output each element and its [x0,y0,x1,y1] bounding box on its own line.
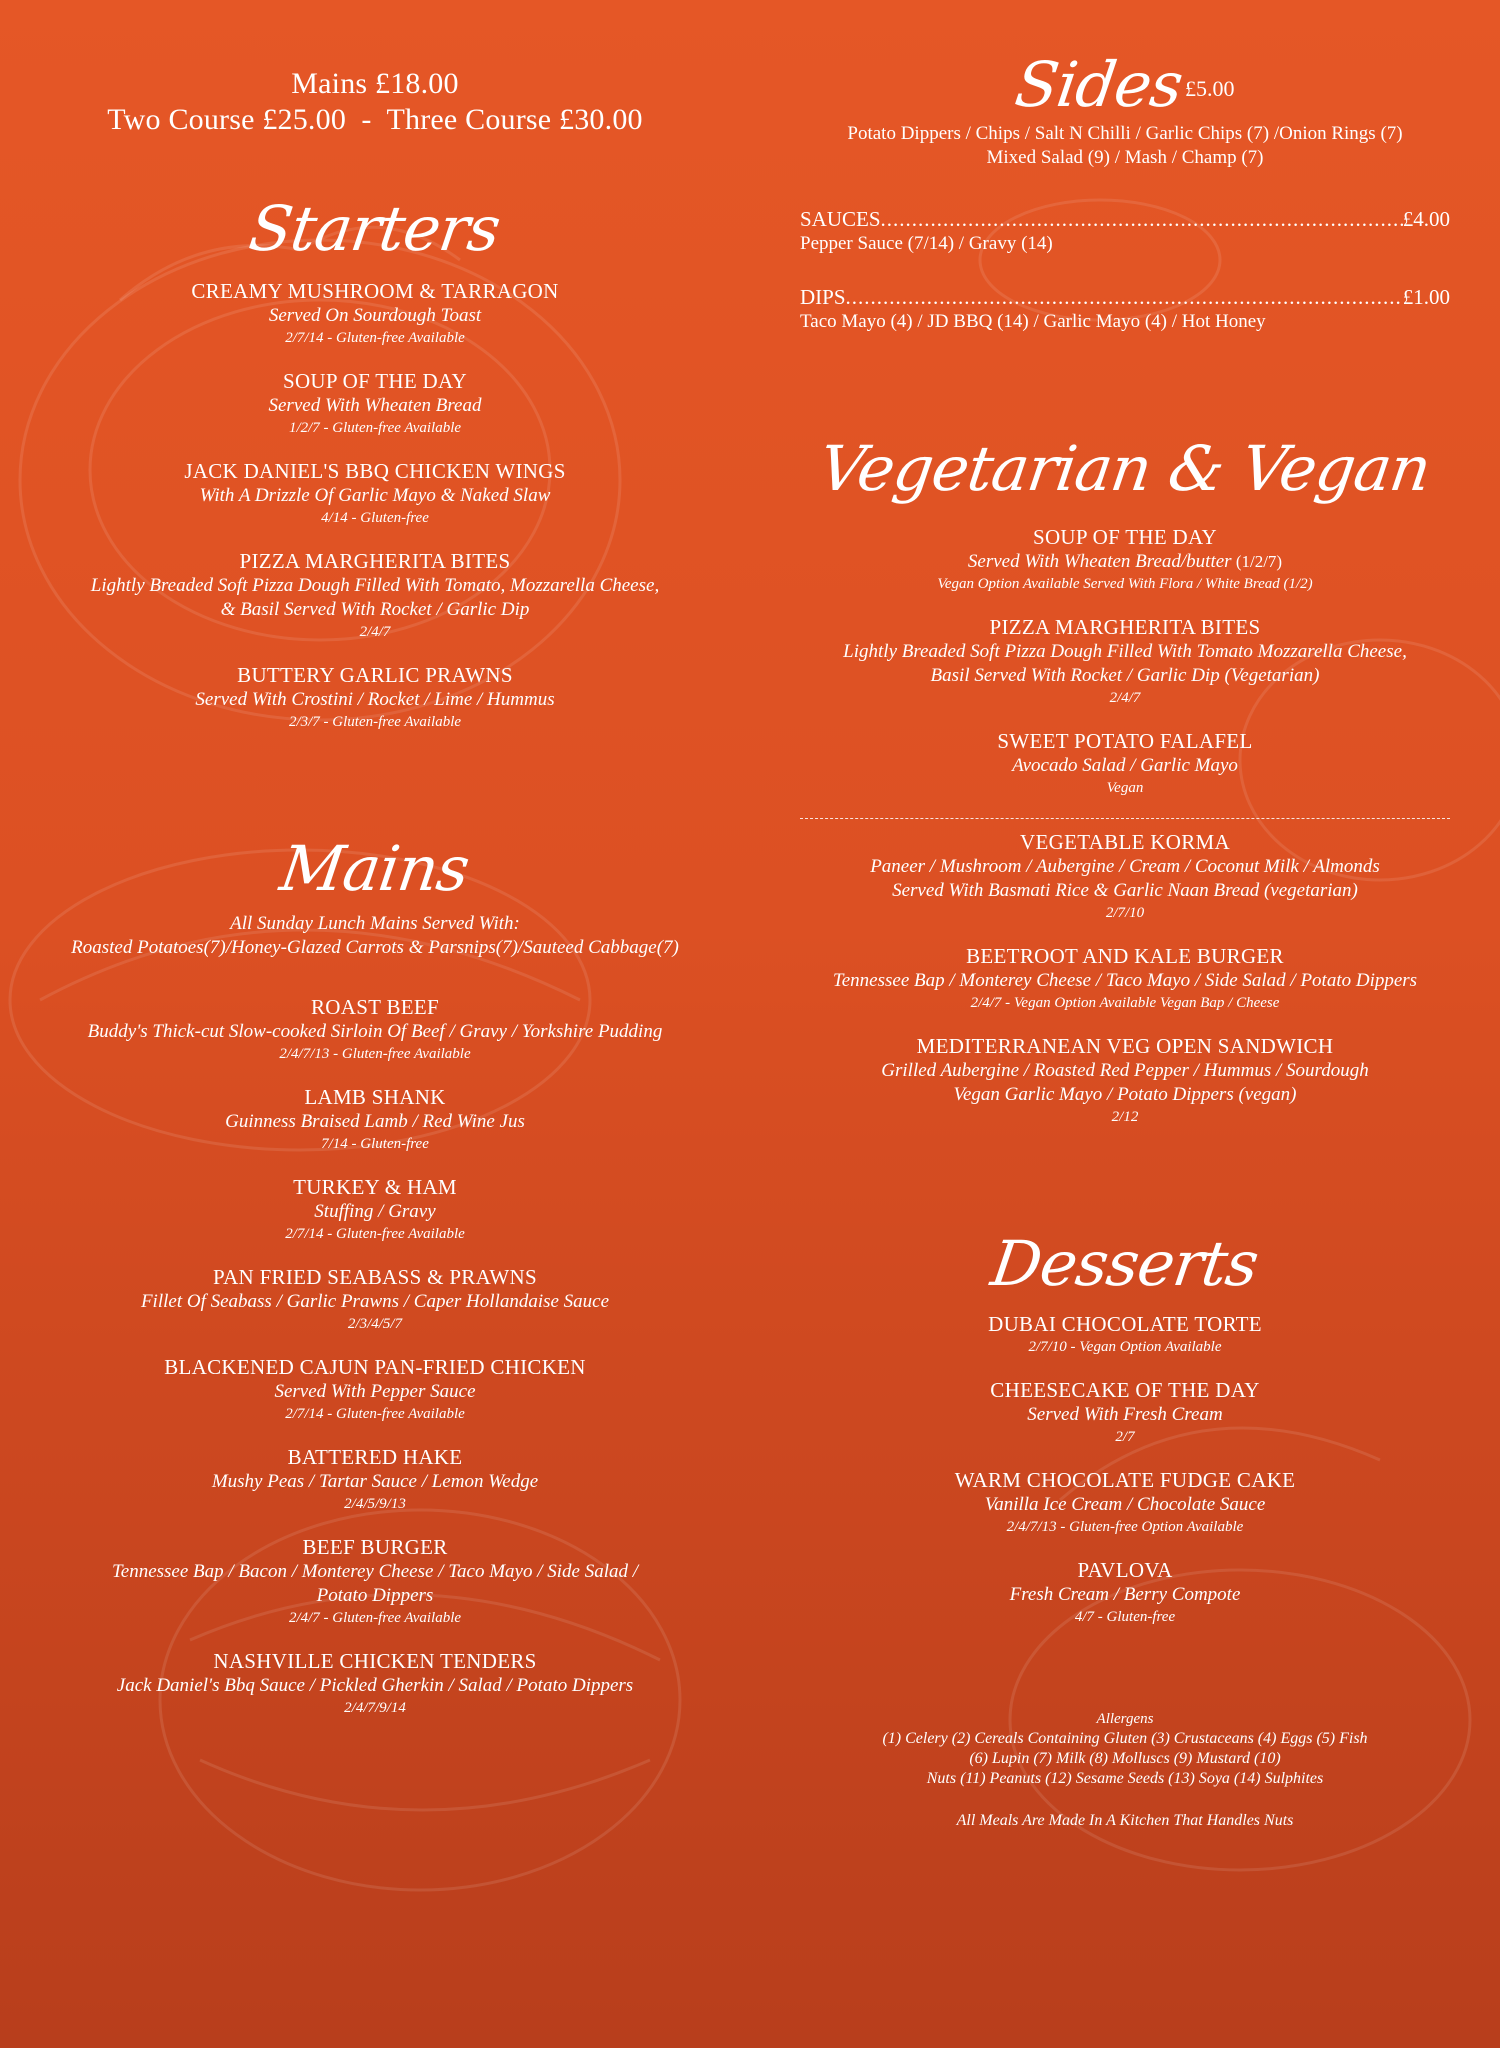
starter-item-allergens: 2/3/7 - Gluten-free Available [288,714,462,730]
allergen-key [800,1709,1450,1831]
mains-item [30,1174,720,1244]
starter-item-name: CREAMY MUSHROOM & TARRAGON [191,279,559,303]
veg-item-desc [800,754,1450,778]
mains-item-name: NASHVILLE CHICKEN TENDERS [213,1649,537,1673]
veg-item-name: SWEET POTATO FALAFEL [997,729,1253,753]
veg-item-desc [800,1059,1450,1083]
veg-item-desc-main: Avocado Salad / Garlic Mayo [1012,755,1238,776]
starter-item-name: BUTTERY GARLIC PRAWNS [237,663,513,687]
veg-item-desc-note: (1/2/7) [1231,552,1283,571]
veg-item [800,1033,1450,1127]
veg-item-allergens: 2/4/7 - Vegan Option Available Vegan Bap / Cheese [970,995,1280,1011]
starter-item-allergens: 2/7/14 - Gluten-free Available [285,330,465,346]
dessert-item-name: CHEESECAKE OF THE DAY [990,1378,1260,1402]
veg-item-allergens: 2/4/7 [1109,690,1141,706]
mains-item-allergens: 2/7/14 - Gluten-free Available [285,1226,465,1242]
veg-item-desc [800,640,1450,664]
veg-item-desc-2-main: Served With Basmati Rice & Garlic Naan Bread (vegetarian) [892,880,1358,901]
mains-title-wrap [30,832,720,906]
sauces-block [800,206,1450,334]
dessert-item-desc: Served With Fresh Cream [1027,1404,1223,1425]
starter-item-desc: Served With Wheaten Bread [268,395,482,416]
mains-item [30,1354,720,1424]
sauces-label: SAUCES [800,207,881,231]
veg-item [800,728,1450,798]
mains-item-desc: Stuffing / Gravy [314,1201,436,1222]
veg-item-desc-2 [800,664,1450,688]
dips-label: DIPS [800,285,846,309]
mains-intro-2: Roasted Potatoes(7)/Honey-Glazed Carrots & Parsnips(7)/Sauteed Cabbage(7) [71,937,679,958]
mains-item [30,1264,720,1334]
dessert-item [800,1377,1450,1447]
mains-item-name: BEEF BURGER [302,1535,448,1559]
mains-item-name: BATTERED HAKE [287,1445,463,1469]
veg-item-desc-main: Paneer / Mushroom / Aubergine / Cream / Coconut Milk / Almonds [870,856,1380,877]
starter-item [30,368,720,438]
allergen-key-line-2: (6) Lupin (7) Milk (8) Molluscs (9) Mustard (10) [969,1750,1281,1767]
veg-item [800,614,1450,708]
mains-intro-1: All Sunday Lunch Mains Served With: [230,913,520,934]
veg-list [800,524,1450,1127]
mains-price: Mains £18.00 [291,67,459,100]
veg-item-allergens: 2/7/10 [1105,905,1145,921]
dips-price: £1.00 [1402,285,1450,309]
veg-item-name: PIZZA MARGHERITA BITES [989,615,1261,639]
mains-item-allergens: 2/4/7/13 - Gluten-free Available [279,1046,471,1062]
mains-item [30,1648,720,1718]
dips-leader [846,284,1403,310]
mains-item-allergens: 2/4/7 - Gluten-free Available [288,1610,462,1626]
starter-item [30,278,720,348]
dessert-item-allergens: 4/7 - Gluten-free [1074,1609,1176,1625]
allergen-key-line-1: (1) Celery (2) Cereals Containing Gluten (3) Crustaceans (4) Eggs (5) Fish [882,1730,1368,1747]
mains-item-name: TURKEY & HAM [293,1175,457,1199]
sauces-options: Pepper Sauce (7/14) / Gravy (14) [800,233,1053,254]
mains-item-name: PAN FRIED SEABASS & PRAWNS [213,1265,537,1289]
veg-item-desc-main: Tennessee Bap / Monterey Cheese / Taco Mayo / Side Salad / Potato Dippers [832,970,1418,991]
dessert-item [800,1557,1450,1627]
mains-item-desc: Guinness Braised Lamb / Red Wine Jus [225,1111,525,1132]
mains-item-desc: Mushy Peas / Tartar Sauce / Lemon Wedge [211,1471,539,1492]
sides-price: £5.00 [1185,76,1235,101]
dips-options: Taco Mayo (4) / JD BBQ (14) / Garlic Mayo (4) / Hot Honey [800,311,1266,332]
sides-line-2: Mixed Salad (9) / Mash / Champ (7) [986,147,1264,168]
allergen-key-line-3: Nuts (11) Peanuts (12) Sesame Seeds (13) Soya (14) Sulphites [926,1770,1324,1787]
starter-item-desc: Served On Sourdough Toast [268,305,482,326]
starter-item [30,662,720,732]
dessert-item [800,1311,1450,1357]
starters-title-wrap [30,192,720,266]
sides-heading [800,48,1450,122]
mains-item [30,1534,720,1628]
mains-item-allergens: 2/7/14 - Gluten-free Available [285,1406,465,1422]
veg-item-desc [800,550,1450,574]
veg-item-allergens: Vegan [1106,780,1144,796]
veg-item-desc-2-main: Basil Served With Rocket / Garlic Dip [930,665,1220,686]
nuts-note: All Meals Are Made In A Kitchen That Handles Nuts [956,1812,1294,1829]
dessert-item-allergens: 2/7 [1115,1429,1135,1445]
dessert-item-name: WARM CHOCOLATE FUDGE CAKE [954,1468,1296,1492]
starter-item-desc: & Basil Served With Rocket / Garlic Dip [220,599,530,620]
veg-item-allergens: Vegan Option Available Served With Flora / White Bread (1/2) [937,576,1313,592]
dessert-item-name: PAVLOVA [1077,1558,1173,1582]
starter-item-name: SOUP OF THE DAY [282,369,467,393]
veg-item-desc-2 [800,1083,1450,1107]
mains-item-desc: Buddy's Thick-cut Slow-cooked Sirloin Of Beef / Gravy / Yorkshire Pudding [87,1021,663,1042]
starter-item-allergens: 1/2/7 - Gluten-free Available [288,420,462,436]
veg-item-desc-main: Served With Wheaten Bread/butter [967,551,1232,572]
mains-item [30,1084,720,1154]
mains-item-name: BLACKENED CAJUN PAN-FRIED CHICKEN [164,1355,586,1379]
veg-item-name: MEDITERRANEAN VEG OPEN SANDWICH [916,1034,1334,1058]
course-prices: Two Course £25.00 - Three Course £30.00 [107,103,643,136]
dessert-item-desc: Fresh Cream / Berry Compote [1009,1584,1241,1605]
desserts-list [800,1311,1450,1627]
dashed-divider [800,818,1450,819]
veg-item-desc-2-note: (Vegetarian) [1219,665,1320,686]
mains-title: Mains [276,832,474,905]
veg-item-desc-2 [800,879,1450,903]
starter-item-allergens: 2/4/7 [359,624,391,640]
mains-item-desc: Potato Dippers [316,1585,434,1606]
mains-item-desc: Served With Pepper Sauce [274,1381,476,1402]
allergen-key-title: Allergens [1096,1711,1154,1727]
desserts-title-wrap [800,1227,1450,1301]
starter-item [30,458,720,528]
mains-item-allergens: 2/4/5/9/13 [344,1496,406,1512]
veg-item-desc-2-main: Vegan Garlic Mayo / Potato Dippers (vegan) [953,1084,1297,1105]
mains-item-desc: Jack Daniel's Bbq Sauce / Pickled Gherkin / Salad / Potato Dippers [116,1675,634,1696]
starter-item-desc: With A Drizzle Of Garlic Mayo & Naked Slaw [199,485,551,506]
veg-item-desc-main: Lightly Breaded Soft Pizza Dough Filled With Tomato Mozzarella Cheese, [843,641,1407,662]
mains-item-name: LAMB SHANK [304,1085,446,1109]
sauces-leader [881,206,1403,232]
veg-item [800,943,1450,1013]
mains-item-desc: Fillet Of Seabass / Garlic Prawns / Caper Hollandaise Sauce [140,1291,610,1312]
sauces-price: £4.00 [1402,207,1450,231]
sides-line-1: Potato Dippers / Chips / Salt N Chilli / Garlic Chips (7) /Onion Rings (7) [847,123,1403,144]
veg-item-desc [800,969,1450,993]
sides-title: Sides [1010,48,1187,121]
starter-item-name: JACK DANIEL'S BBQ CHICKEN WINGS [184,459,566,483]
starter-item [30,548,720,642]
starters-title: Starters [245,192,505,265]
veg-item [800,524,1450,594]
dessert-item-desc: Vanilla Ice Cream / Chocolate Sauce [984,1494,1266,1515]
veg-title-wrap [800,432,1450,506]
mains-item-allergens: 2/3/4/5/7 [347,1316,403,1332]
dessert-item-name: DUBAI CHOCOLATE TORTE [988,1312,1262,1336]
veg-item-desc-main: Grilled Aubergine / Roasted Red Pepper / Hummus / Sourdough [881,1060,1369,1081]
starter-item-desc: Lightly Breaded Soft Pizza Dough Filled With Tomato, Mozzarella Cheese, [90,575,660,596]
mains-item-name: ROAST BEEF [310,995,440,1019]
dessert-item [800,1467,1450,1537]
mains-item-desc: Tennessee Bap / Bacon / Monterey Cheese / Taco Mayo / Side Salad / [111,1561,639,1582]
mains-item-allergens: 7/14 - Gluten-free [321,1136,429,1152]
mains-list [30,994,720,1718]
starter-item-name: PIZZA MARGHERITA BITES [239,549,511,573]
dessert-item-allergens: 2/4/7/13 - Gluten-free Option Available [1006,1519,1244,1535]
veg-item [800,829,1450,923]
veg-item-desc [800,855,1450,879]
mains-item [30,1444,720,1514]
right-column [800,0,1450,1831]
desserts-title: Desserts [987,1227,1263,1300]
starter-item-desc: Served With Crostini / Rocket / Lime / Hummus [195,689,555,710]
mains-item-allergens: 2/4/7/9/14 [344,1700,406,1716]
starter-item-allergens: 4/14 - Gluten-free [321,510,429,526]
veg-item-name: BEETROOT AND KALE BURGER [966,944,1284,968]
left-column [30,0,720,1738]
veg-item-name: VEGETABLE KORMA [1020,830,1230,854]
starters-list [30,278,720,732]
veg-title: Vegetarian & Vegan [815,432,1435,505]
veg-item-name: SOUP OF THE DAY [1032,525,1217,549]
veg-item-allergens: 2/12 [1111,1109,1139,1125]
dessert-item-allergens: 2/7/10 - Vegan Option Available [1028,1339,1222,1355]
mains-item [30,994,720,1064]
